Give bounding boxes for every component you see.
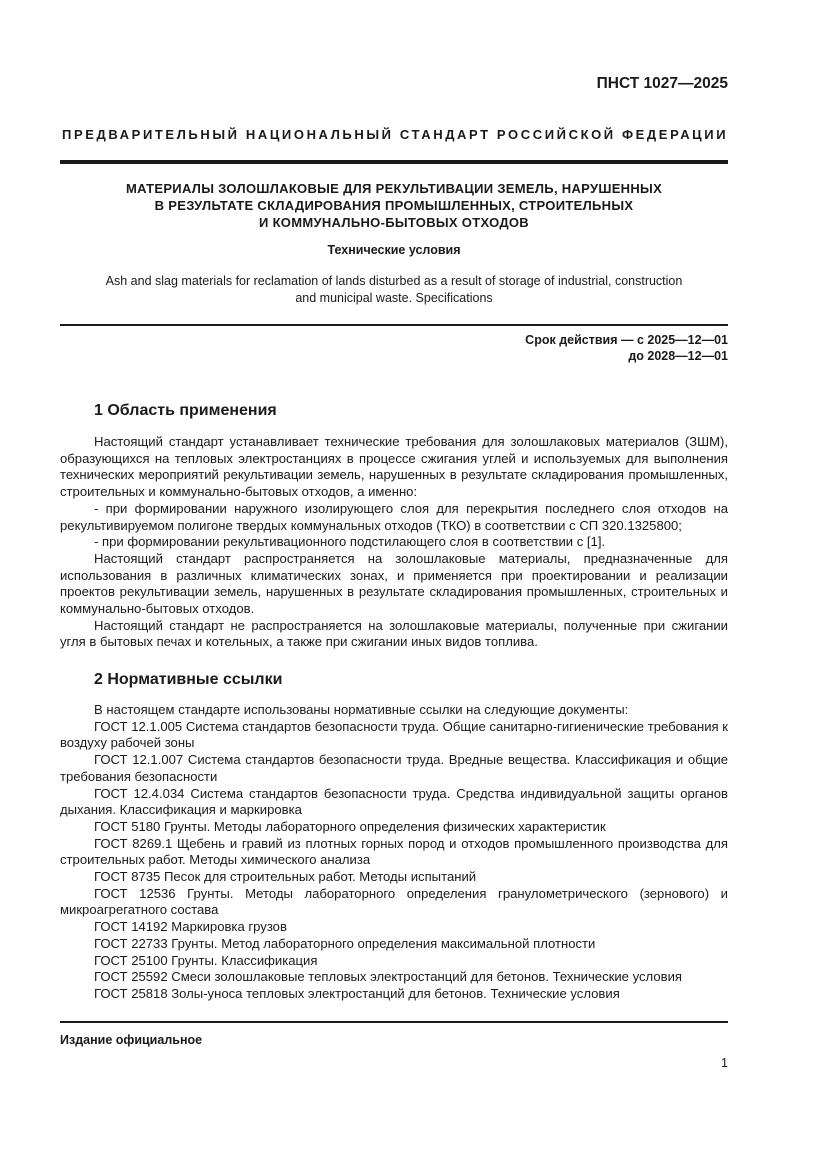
section-2-body	[60, 702, 728, 1003]
title-divider	[60, 324, 728, 326]
reference-item: ГОСТ 8269.1 Щебень и гравий из плотных горных пород и отходов промышленного производства для строительных работ. Методы химического анализа	[60, 835, 728, 868]
paragraph: Настоящий стандарт распространяется на золошлаковые материалы, предназначенные для использования в различных климатических зонах, и применяется при проектировании и реализации проектов рекультивации земель, нарушенных в результате складирования промышленных, строительных и коммунально-бытовых отходов.	[60, 550, 728, 617]
list-item: - при формировании наружного изолирующего слоя для перекрытия последнего слоя отходов на рекультивируемом полигоне твердых коммунальных отходов (ТКО) в соответствии с СП 320.1325800;	[60, 500, 728, 533]
section-2-heading: 2 Нормативные ссылки	[94, 671, 283, 688]
reference-item: ГОСТ 12536 Грунты. Методы лабораторного определения гранулометрического (зернового) и микроагрегатного состава	[60, 885, 728, 918]
reference-item: ГОСТ 5180 Грунты. Методы лабораторного определения физических характеристик	[94, 818, 606, 834]
official-edition-label: Издание официальное	[60, 1033, 203, 1047]
reference-item: ГОСТ 25592 Смеси золошлаковые тепловых электростанций для бетонов. Технические условия	[94, 969, 682, 985]
reference-item: ГОСТ 8735 Песок для строительных работ. Методы испытаний	[94, 869, 477, 885]
standard-code: ПНСТ 1027—2025	[596, 75, 728, 92]
paragraph: Настоящий стандарт устанавливает технические требования для золошлаковых материалов (ЗШМ), образующихся на тепловых электростанциях в процессе сжигания углей и используемых для выполнения технических мероприятий рекультивации земель, нарушенных в результате складирования промышленных, строительных и коммунально-бытовых отходов, а именно:	[60, 434, 728, 500]
validity-start: Срок действия — с 2025—12—01	[525, 333, 728, 347]
paragraph: В настоящем стандарте использованы нормативные ссылки на следующие документы:	[94, 702, 629, 717]
document-subtitle: Технические условия	[327, 243, 461, 257]
english-title-line: Ash and slag materials for reclamation of lands disturbed as a result of storage of industrial, construction	[105, 274, 683, 288]
section-1-heading: 1 Область применения	[94, 402, 277, 419]
title-line: МАТЕРИАЛЫ ЗОЛОШЛАКОВЫЕ ДЛЯ РЕКУЛЬТИВАЦИИ ЗЕМЕЛЬ, НАРУШЕННЫХ	[125, 181, 663, 196]
reference-item: ГОСТ 25818 Золы-уноса тепловых электростанций для бетонов. Технические условия	[94, 985, 620, 1001]
reference-item: ГОСТ 25100 Грунты. Классификация	[94, 952, 318, 968]
english-title-line: and municipal waste. Specifications	[295, 291, 493, 305]
reference-item: ГОСТ 12.1.007 Система стандартов безопасности труда. Вредные вещества. Классификация и общие требования безопасности	[60, 752, 728, 784]
standard-caption: ПРЕДВАРИТЕЛЬНЫЙ НАЦИОНАЛЬНЫЙ СТАНДАРТ РОССИЙСКОЙ ФЕДЕРАЦИИ	[62, 127, 729, 142]
title-line: И КОММУНАЛЬНО-БЫТОВЫХ ОТХОДОВ	[259, 215, 529, 230]
reference-item: ГОСТ 14192 Маркировка грузов	[94, 919, 287, 935]
section-1-body	[60, 434, 728, 651]
paragraph: Настоящий стандарт не распространяется на золошлаковые материалы, полученные при сжигании угля в бытовых печах и котельных, а также при сжигании иных видов топлива.	[60, 617, 728, 650]
reference-item: ГОСТ 22733 Грунты. Метод лабораторного определения максимальной плотности	[94, 935, 596, 951]
page-number: 1	[721, 1056, 728, 1070]
english-title	[60, 273, 728, 307]
reference-item: ГОСТ 12.1.005 Система стандартов безопасности труда. Общие санитарно-гигиенические требования к воздуху рабочей зоны	[60, 718, 728, 751]
title-line: В РЕЗУЛЬТАТЕ СКЛАДИРОВАНИЯ ПРОМЫШЛЕННЫХ, СТРОИТЕЛЬНЫХ	[154, 198, 634, 213]
validity-end: до 2028—12—01	[628, 349, 728, 363]
list-item: - при формировании рекультивационного подстилающего слоя в соответствии с [1].	[94, 534, 606, 550]
validity-period	[525, 332, 728, 364]
footer-divider	[60, 1021, 728, 1023]
header-divider	[60, 160, 728, 164]
reference-item: ГОСТ 12.4.034 Система стандартов безопасности труда. Средства индивидуальной защиты органов дыхания. Классификация и маркировка	[60, 785, 728, 818]
document-title	[60, 180, 728, 231]
